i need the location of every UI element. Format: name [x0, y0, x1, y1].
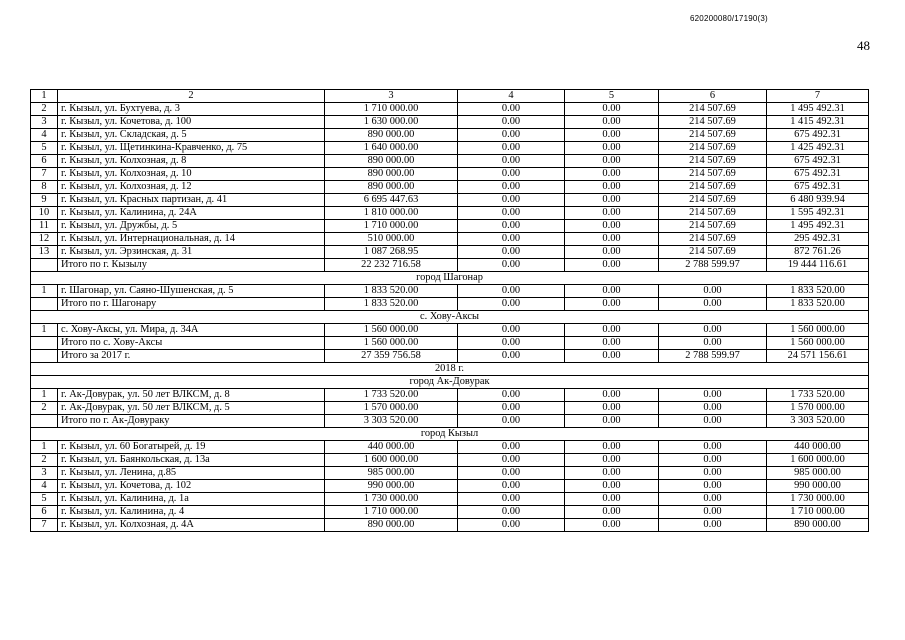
address-cell: Итого по г. Ак-Довураку	[58, 415, 325, 428]
row-index: 6	[31, 506, 58, 519]
col4-cell: 0.00	[458, 181, 565, 194]
col7-cell: 985 000.00	[767, 467, 869, 480]
col7-cell: 675 492.31	[767, 155, 869, 168]
table-row	[31, 285, 869, 298]
col6-cell: 214 507.69	[659, 220, 767, 233]
col5-cell: 0.00	[565, 519, 659, 532]
col4-cell: 0.00	[458, 168, 565, 181]
address-cell: с. Хову-Аксы, ул. Мира, д. 34А	[58, 324, 325, 337]
table-row	[31, 220, 869, 233]
col4-cell: 0.00	[458, 142, 565, 155]
col4-cell: 0.00	[458, 506, 565, 519]
col5-cell: 0.00	[565, 168, 659, 181]
col6-cell: 214 507.69	[659, 233, 767, 246]
table-row	[31, 324, 869, 337]
row-index: 2	[31, 103, 58, 116]
row-index	[31, 415, 58, 428]
col4-cell: 0.00	[458, 129, 565, 142]
address-cell: г. Кызыл, ул. Кочетова, д. 100	[58, 116, 325, 129]
amount-cell: 990 000.00	[325, 480, 458, 493]
row-index: 1	[31, 441, 58, 454]
col5-cell: 0.00	[565, 103, 659, 116]
address-cell: г. Кызыл, ул. Колхозная, д. 10	[58, 168, 325, 181]
address-cell: г. Кызыл, ул. Красных партизан, д. 41	[58, 194, 325, 207]
col5-cell: 0.00	[565, 116, 659, 129]
col4-cell: 0.00	[458, 259, 565, 272]
address-cell: г. Кызыл, ул. Интернациональная, д. 14	[58, 233, 325, 246]
col7-cell: 6 480 939.94	[767, 194, 869, 207]
table-row	[31, 207, 869, 220]
table-row	[31, 389, 869, 402]
col7-cell: 1 415 492.31	[767, 116, 869, 129]
col4-cell: 0.00	[458, 285, 565, 298]
amount-cell: 440 000.00	[325, 441, 458, 454]
table-row	[31, 441, 869, 454]
table-row	[31, 506, 869, 519]
col5-cell: 0.00	[565, 285, 659, 298]
col4-cell: 0.00	[458, 389, 565, 402]
col5-cell: 0.00	[565, 142, 659, 155]
col6-cell: 0.00	[659, 441, 767, 454]
col6-cell: 2 788 599.97	[659, 259, 767, 272]
row-index: 9	[31, 194, 58, 207]
col5-cell: 0.00	[565, 467, 659, 480]
col5-cell: 0.00	[565, 298, 659, 311]
column-number: 1	[31, 90, 58, 103]
col6-cell: 214 507.69	[659, 103, 767, 116]
col5-cell: 0.00	[565, 480, 659, 493]
table-row	[31, 246, 869, 259]
col7-cell: 1 710 000.00	[767, 506, 869, 519]
col7-cell: 3 303 520.00	[767, 415, 869, 428]
table-row	[31, 493, 869, 506]
col7-cell: 24 571 156.61	[767, 350, 869, 363]
address-cell: г. Кызыл, ул. Калинина, д. 4	[58, 506, 325, 519]
row-index	[31, 298, 58, 311]
column-number: 2	[58, 90, 325, 103]
amount-cell: 1 087 268.95	[325, 246, 458, 259]
table-row	[31, 467, 869, 480]
address-cell: г. Ак-Довурак, ул. 50 лет ВЛКСМ, д. 8	[58, 389, 325, 402]
amount-cell: 6 695 447.63	[325, 194, 458, 207]
section-header-row	[31, 376, 869, 389]
col6-cell: 214 507.69	[659, 116, 767, 129]
row-index: 3	[31, 116, 58, 129]
table-row	[31, 181, 869, 194]
col6-cell: 0.00	[659, 324, 767, 337]
col7-cell: 990 000.00	[767, 480, 869, 493]
col6-cell: 214 507.69	[659, 155, 767, 168]
address-cell: г. Кызыл, ул. Ленина, д.85	[58, 467, 325, 480]
amount-cell: 1 570 000.00	[325, 402, 458, 415]
col5-cell: 0.00	[565, 259, 659, 272]
row-index: 13	[31, 246, 58, 259]
col5-cell: 0.00	[565, 324, 659, 337]
col7-cell: 675 492.31	[767, 168, 869, 181]
col5-cell: 0.00	[565, 389, 659, 402]
amount-cell: 1 630 000.00	[325, 116, 458, 129]
section-title: город Шагонар	[31, 272, 869, 285]
column-number: 7	[767, 90, 869, 103]
section-header-row	[31, 311, 869, 324]
address-cell: г. Кызыл, ул. Колхозная, д. 4А	[58, 519, 325, 532]
row-index: 11	[31, 220, 58, 233]
row-index: 1	[31, 285, 58, 298]
amount-cell: 1 833 520.00	[325, 298, 458, 311]
col5-cell: 0.00	[565, 181, 659, 194]
address-cell: г. Кызыл, ул. 60 Богатырей, д. 19	[58, 441, 325, 454]
column-number: 3	[325, 90, 458, 103]
address-cell: Итого за 2017 г.	[58, 350, 325, 363]
row-index: 4	[31, 480, 58, 493]
col4-cell: 0.00	[458, 493, 565, 506]
col6-cell: 0.00	[659, 467, 767, 480]
address-cell: г. Кызыл, ул. Бухтуева, д. 3	[58, 103, 325, 116]
col7-cell: 1 425 492.31	[767, 142, 869, 155]
table-row	[31, 168, 869, 181]
col7-cell: 675 492.31	[767, 129, 869, 142]
col4-cell: 0.00	[458, 298, 565, 311]
col5-cell: 0.00	[565, 246, 659, 259]
row-index	[31, 337, 58, 350]
col6-cell: 0.00	[659, 519, 767, 532]
column-number: 6	[659, 90, 767, 103]
col5-cell: 0.00	[565, 207, 659, 220]
col5-cell: 0.00	[565, 506, 659, 519]
col4-cell: 0.00	[458, 402, 565, 415]
col7-cell: 1 733 520.00	[767, 389, 869, 402]
row-index	[31, 259, 58, 272]
col6-cell: 214 507.69	[659, 246, 767, 259]
amount-cell: 890 000.00	[325, 519, 458, 532]
section-header-row	[31, 428, 869, 441]
data-table	[30, 89, 869, 532]
row-index: 12	[31, 233, 58, 246]
col4-cell: 0.00	[458, 519, 565, 532]
amount-cell: 1 710 000.00	[325, 103, 458, 116]
row-index: 1	[31, 324, 58, 337]
col7-cell: 1 560 000.00	[767, 324, 869, 337]
col7-cell: 1 560 000.00	[767, 337, 869, 350]
col7-cell: 1 495 492.31	[767, 103, 869, 116]
amount-cell: 890 000.00	[325, 155, 458, 168]
amount-cell: 1 833 520.00	[325, 285, 458, 298]
section-title: с. Хову-Аксы	[31, 311, 869, 324]
col4-cell: 0.00	[458, 467, 565, 480]
section-title: город Ак-Довурак	[31, 376, 869, 389]
row-index	[31, 350, 58, 363]
col6-cell: 0.00	[659, 285, 767, 298]
table-row	[31, 116, 869, 129]
col6-cell: 2 788 599.97	[659, 350, 767, 363]
amount-cell: 22 232 716.58	[325, 259, 458, 272]
total-row	[31, 350, 869, 363]
col7-cell: 19 444 116.61	[767, 259, 869, 272]
total-row	[31, 298, 869, 311]
col4-cell: 0.00	[458, 246, 565, 259]
row-index: 2	[31, 402, 58, 415]
amount-cell: 3 303 520.00	[325, 415, 458, 428]
col4-cell: 0.00	[458, 207, 565, 220]
total-row	[31, 337, 869, 350]
address-cell: г. Кызыл, ул. Щетинкина-Кравченко, д. 75	[58, 142, 325, 155]
document-code: 620200080/17190(3)	[690, 14, 768, 23]
row-index: 1	[31, 389, 58, 402]
col5-cell: 0.00	[565, 350, 659, 363]
col6-cell: 0.00	[659, 402, 767, 415]
col6-cell: 0.00	[659, 298, 767, 311]
col7-cell: 440 000.00	[767, 441, 869, 454]
amount-cell: 1 733 520.00	[325, 389, 458, 402]
col5-cell: 0.00	[565, 220, 659, 233]
row-index: 7	[31, 168, 58, 181]
address-cell: г. Шагонар, ул. Саяно-Шушенская, д. 5	[58, 285, 325, 298]
col6-cell: 0.00	[659, 454, 767, 467]
table-row	[31, 480, 869, 493]
amount-cell: 890 000.00	[325, 129, 458, 142]
table-row	[31, 233, 869, 246]
col5-cell: 0.00	[565, 233, 659, 246]
address-cell: г. Кызыл, ул. Калинина, д. 1а	[58, 493, 325, 506]
col4-cell: 0.00	[458, 350, 565, 363]
row-index: 8	[31, 181, 58, 194]
address-cell: г. Ак-Довурак, ул. 50 лет ВЛКСМ, д. 5	[58, 402, 325, 415]
col6-cell: 0.00	[659, 337, 767, 350]
address-cell: Итого по с. Хову-Аксы	[58, 337, 325, 350]
col6-cell: 0.00	[659, 506, 767, 519]
col4-cell: 0.00	[458, 454, 565, 467]
amount-cell: 890 000.00	[325, 168, 458, 181]
col6-cell: 0.00	[659, 415, 767, 428]
address-cell: г. Кызыл, ул. Баянкольская, д. 13а	[58, 454, 325, 467]
col5-cell: 0.00	[565, 402, 659, 415]
amount-cell: 1 710 000.00	[325, 506, 458, 519]
amount-cell: 890 000.00	[325, 181, 458, 194]
row-index: 7	[31, 519, 58, 532]
col4-cell: 0.00	[458, 103, 565, 116]
col6-cell: 0.00	[659, 389, 767, 402]
col7-cell: 1 570 000.00	[767, 402, 869, 415]
col5-cell: 0.00	[565, 441, 659, 454]
section-header-row	[31, 272, 869, 285]
row-index: 5	[31, 142, 58, 155]
table-row	[31, 155, 869, 168]
address-cell: г. Кызыл, ул. Колхозная, д. 12	[58, 181, 325, 194]
section-title: 2018 г.	[31, 363, 869, 376]
col4-cell: 0.00	[458, 415, 565, 428]
amount-cell: 985 000.00	[325, 467, 458, 480]
col7-cell: 675 492.31	[767, 181, 869, 194]
address-cell: Итого по г. Кызылу	[58, 259, 325, 272]
col4-cell: 0.00	[458, 155, 565, 168]
row-index: 4	[31, 129, 58, 142]
col5-cell: 0.00	[565, 194, 659, 207]
table-row	[31, 129, 869, 142]
col5-cell: 0.00	[565, 493, 659, 506]
col7-cell: 1 833 520.00	[767, 298, 869, 311]
column-number-row	[31, 90, 869, 103]
address-cell: г. Кызыл, ул. Калинина, д. 24А	[58, 207, 325, 220]
address-cell: Итого по г. Шагонару	[58, 298, 325, 311]
col7-cell: 1 730 000.00	[767, 493, 869, 506]
amount-cell: 1 810 000.00	[325, 207, 458, 220]
col6-cell: 214 507.69	[659, 129, 767, 142]
col4-cell: 0.00	[458, 116, 565, 129]
col6-cell: 0.00	[659, 480, 767, 493]
col4-cell: 0.00	[458, 233, 565, 246]
section-title: город Кызыл	[31, 428, 869, 441]
col4-cell: 0.00	[458, 441, 565, 454]
address-cell: г. Кызыл, ул. Кочетова, д. 102	[58, 480, 325, 493]
col7-cell: 872 761.26	[767, 246, 869, 259]
amount-cell: 1 560 000.00	[325, 324, 458, 337]
table-row	[31, 402, 869, 415]
address-cell: г. Кызыл, ул. Эрзинская, д. 31	[58, 246, 325, 259]
col4-cell: 0.00	[458, 324, 565, 337]
col7-cell: 1 495 492.31	[767, 220, 869, 233]
total-row	[31, 259, 869, 272]
amount-cell: 1 730 000.00	[325, 493, 458, 506]
col6-cell: 214 507.69	[659, 194, 767, 207]
col6-cell: 214 507.69	[659, 207, 767, 220]
address-cell: г. Кызыл, ул. Складская, д. 5	[58, 129, 325, 142]
col5-cell: 0.00	[565, 129, 659, 142]
col4-cell: 0.00	[458, 194, 565, 207]
table-row	[31, 454, 869, 467]
table-row	[31, 519, 869, 532]
col4-cell: 0.00	[458, 337, 565, 350]
column-number: 4	[458, 90, 565, 103]
amount-cell: 510 000.00	[325, 233, 458, 246]
col5-cell: 0.00	[565, 415, 659, 428]
col7-cell: 890 000.00	[767, 519, 869, 532]
section-header-row	[31, 363, 869, 376]
row-index: 6	[31, 155, 58, 168]
table-row	[31, 103, 869, 116]
col5-cell: 0.00	[565, 337, 659, 350]
col7-cell: 1 833 520.00	[767, 285, 869, 298]
row-index: 5	[31, 493, 58, 506]
col6-cell: 214 507.69	[659, 168, 767, 181]
address-cell: г. Кызыл, ул. Дружбы, д. 5	[58, 220, 325, 233]
amount-cell: 1 560 000.00	[325, 337, 458, 350]
col7-cell: 1 595 492.31	[767, 207, 869, 220]
row-index: 2	[31, 454, 58, 467]
col4-cell: 0.00	[458, 480, 565, 493]
amount-cell: 1 640 000.00	[325, 142, 458, 155]
total-row	[31, 415, 869, 428]
amount-cell: 1 600 000.00	[325, 454, 458, 467]
column-number: 5	[565, 90, 659, 103]
col6-cell: 214 507.69	[659, 181, 767, 194]
address-cell: г. Кызыл, ул. Колхозная, д. 8	[58, 155, 325, 168]
col7-cell: 295 492.31	[767, 233, 869, 246]
col5-cell: 0.00	[565, 454, 659, 467]
amount-cell: 1 710 000.00	[325, 220, 458, 233]
col7-cell: 1 600 000.00	[767, 454, 869, 467]
row-index: 10	[31, 207, 58, 220]
table-row	[31, 142, 869, 155]
amount-cell: 27 359 756.58	[325, 350, 458, 363]
col5-cell: 0.00	[565, 155, 659, 168]
row-index: 3	[31, 467, 58, 480]
col6-cell: 214 507.69	[659, 142, 767, 155]
table-row	[31, 194, 869, 207]
page-number: 48	[857, 38, 870, 53]
col6-cell: 0.00	[659, 493, 767, 506]
col4-cell: 0.00	[458, 220, 565, 233]
